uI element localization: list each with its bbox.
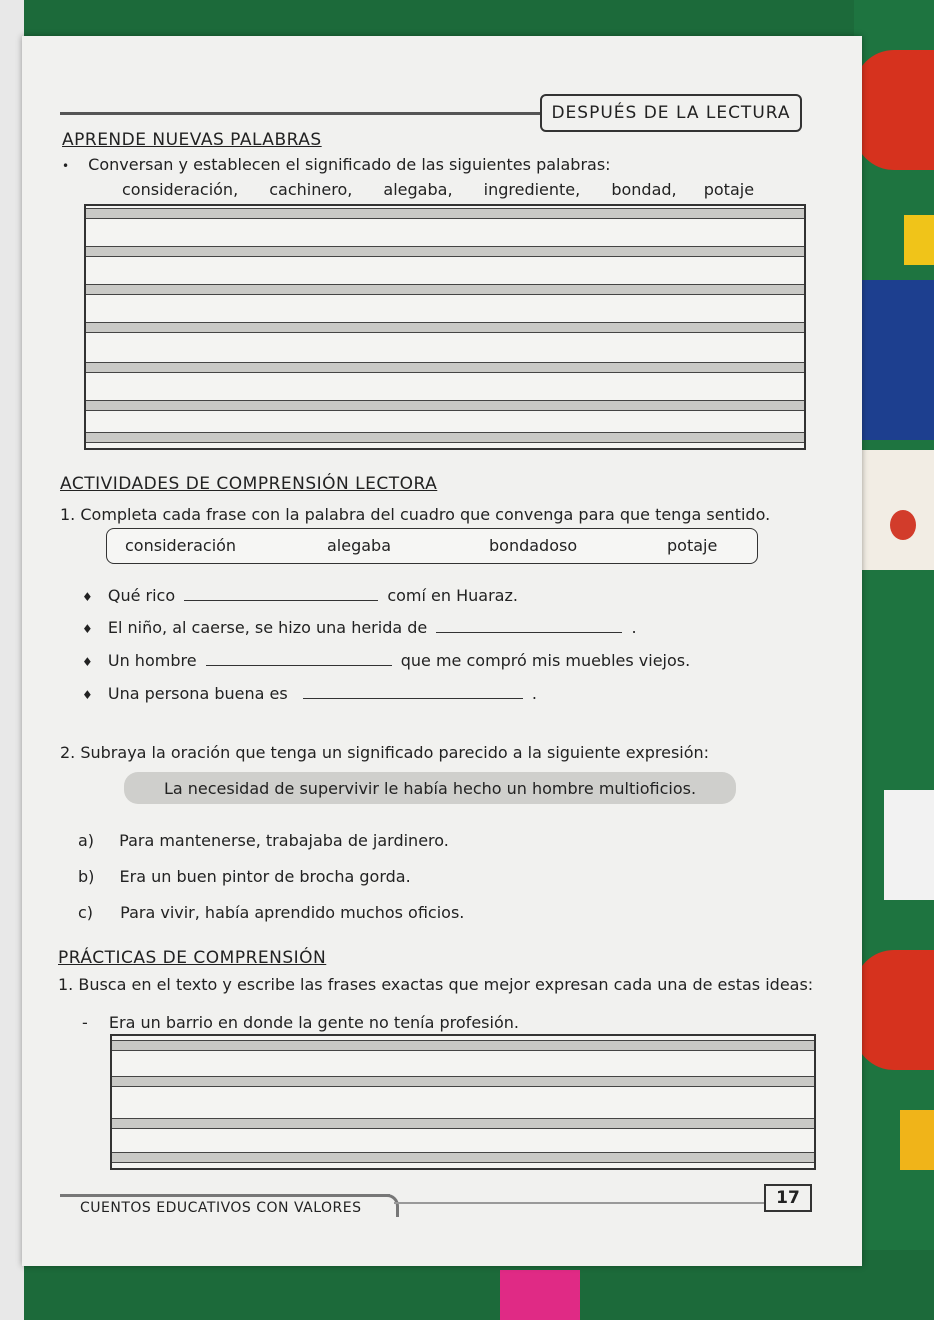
- footer-rule: [394, 1202, 764, 1204]
- dash-icon: -: [82, 1013, 88, 1032]
- ruled-line: [86, 246, 804, 257]
- option-text: Para vivir, había aprendido muchos oficios.: [120, 903, 465, 922]
- option-text: Para mantenerse, trabajaba de jardinero.: [119, 831, 449, 850]
- idea-text: Era un barrio en donde la gente no tenía profesión.: [108, 1013, 519, 1032]
- bullet-icon: ♦: [82, 590, 93, 604]
- background-yellow-shape: [900, 1110, 934, 1170]
- question-2: 2. Subraya la oración que tenga un significado parecido a la siguiente expresión:: [60, 743, 710, 762]
- ruled-line: [86, 362, 804, 373]
- ruled-line: [86, 208, 804, 219]
- word-choice: potaje: [667, 536, 718, 555]
- word-item: bondad,: [611, 180, 677, 199]
- ruled-line: [112, 1076, 814, 1087]
- answer-blank[interactable]: [184, 586, 378, 601]
- header-label: DESPUÉS DE LA LECTURA: [540, 94, 802, 132]
- background-red-shape: [854, 50, 934, 170]
- sentence-after: .: [531, 684, 537, 703]
- sentence-after: comí en Huaraz.: [387, 586, 518, 605]
- answer-blank[interactable]: [303, 684, 523, 699]
- option-letter: a): [78, 831, 95, 850]
- word-item: consideración,: [122, 180, 239, 199]
- ruled-line: [112, 1040, 814, 1051]
- word-item: alegaba,: [383, 180, 453, 199]
- instruction-new-words: [62, 155, 611, 174]
- sentence-before: Un hombre: [107, 651, 197, 670]
- ruled-line: [112, 1118, 814, 1129]
- ruled-line: [86, 432, 804, 443]
- sentence-before: Qué rico: [107, 586, 176, 605]
- sentence-item: [82, 651, 690, 670]
- practice-idea: [82, 1013, 519, 1032]
- sentence-item: [82, 586, 518, 605]
- instruction-text: Conversan y establecen el significado de las siguientes palabras:: [88, 155, 611, 174]
- section-title-new-words: APRENDE NUEVAS PALABRAS: [62, 130, 322, 150]
- option-text: Era un buen pintor de brocha gorda.: [119, 867, 411, 886]
- footer-rule: [60, 1194, 390, 1197]
- background-blue-shape: [854, 280, 934, 440]
- background-white-shape: [884, 790, 934, 900]
- bullet-icon: ♦: [82, 655, 93, 669]
- word-choice: bondadoso: [489, 536, 578, 555]
- background-page-left: [0, 0, 24, 1320]
- sentence-after: que me compró mis muebles viejos.: [400, 651, 691, 670]
- question-1: 1. Completa cada frase con la palabra del cuadro que convenga para que tenga sentido.: [60, 505, 771, 524]
- practice-question-1: 1. Busca en el texto y escribe las frases exactas que mejor expresan cada una de estas ideas:: [58, 975, 814, 994]
- expression-box: La necesidad de supervivir le había hecho un hombre multioficios.: [124, 772, 736, 804]
- option-letter: b): [78, 867, 95, 886]
- word-item: cachinero,: [269, 180, 353, 199]
- sentence-item: [82, 684, 537, 703]
- option-a[interactable]: [78, 831, 449, 850]
- ruled-line: [86, 284, 804, 295]
- section-title-comprehension-practice: PRÁCTICAS DE COMPRENSIÓN: [58, 948, 327, 968]
- background-yellow-shape: [904, 215, 934, 265]
- bullet-icon: ♦: [82, 688, 93, 702]
- writing-lines-box[interactable]: [110, 1034, 816, 1170]
- word-choice: consideración: [125, 536, 237, 555]
- footer-rule-curve: [382, 1194, 399, 1217]
- option-b[interactable]: [78, 867, 411, 886]
- sentence-before: Una persona buena es: [107, 684, 288, 703]
- answer-blank[interactable]: [436, 618, 622, 633]
- word-item: potaje: [703, 180, 755, 199]
- background-pink-shape: [500, 1270, 580, 1320]
- option-c[interactable]: [78, 903, 464, 922]
- answer-blank[interactable]: [206, 651, 392, 666]
- bullet-icon: •: [62, 159, 70, 173]
- writing-lines-box[interactable]: [84, 204, 806, 450]
- ruled-line: [86, 322, 804, 333]
- section-title-comprehension-activities: ACTIVIDADES DE COMPRENSIÓN LECTORA: [60, 474, 438, 494]
- bullet-icon: ♦: [82, 622, 93, 636]
- apple-icon: [890, 510, 916, 540]
- sentence-before: El niño, al caerse, se hizo una herida de: [107, 618, 428, 637]
- worksheet-page: [22, 36, 862, 1266]
- sentence-after: .: [631, 618, 637, 637]
- ruled-line: [86, 400, 804, 411]
- word-choice: alegaba: [327, 536, 392, 555]
- word-choice-box: [106, 528, 758, 564]
- background-red-shape: [854, 950, 934, 1070]
- option-letter: c): [78, 903, 94, 922]
- footer-book-title: CUENTOS EDUCATIVOS CON VALORES: [80, 1200, 362, 1216]
- page-number: 17: [764, 1184, 812, 1212]
- word-item: ingrediente,: [483, 180, 581, 199]
- ruled-line: [112, 1152, 814, 1163]
- header-rule: [60, 112, 540, 115]
- word-list: [122, 180, 754, 199]
- sentence-item: [82, 618, 637, 637]
- background-white-shape: [854, 450, 934, 570]
